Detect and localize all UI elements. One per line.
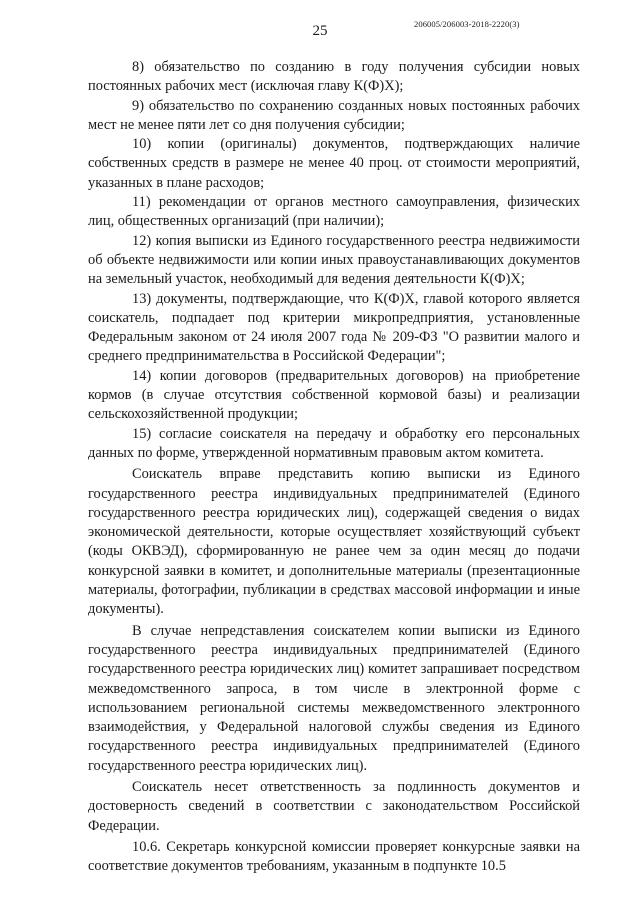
- list-item-10: 10) копии (оригиналы) документов, подтверждающих наличие собственных средств в размере не менее 40 проц. от стоимости мероприятий, указанных в плане расходов;: [88, 136, 580, 191]
- document-code: 206005/206003-2018-2220(3): [414, 19, 520, 29]
- paragraph-responsibility: Соискатель несет ответственность за подлинность документов и достоверность сведений в соответствии с законодательством Российской Федерации.: [88, 778, 580, 834]
- page-number: 25: [312, 23, 328, 39]
- paragraph-optional-extract: Соискатель вправе представить копию выписки из Единого государственного реестра индивидуальных предпринимателей (Единого государственного реестра юридических лиц), содержащей сведения о видах экономической деятельности, которые осуществляет хозяйствующий субъект (коды ОКВЭД), сформированную не ранее чем за один месяц до подачи конкурсной заявки в комитет, и дополнительные материалы (презентационные материалы, фотографии, публикации в средствах массовой информации и иные документы).: [88, 466, 580, 618]
- document-body: [88, 58, 580, 876]
- list-item-11: 11) рекомендации от органов местного самоуправления, физических лиц, общественных организаций (при наличии);: [88, 194, 580, 230]
- list-item-14: 14) копии договоров (предварительных договоров) на приобретение кормов (в случае отсутствия собственной кормовой базы) и реализации сельскохозяйственной продукции;: [88, 367, 580, 423]
- list-item-13: 13) документы, подтверждающие, что К(Ф)Х, главой которого является соискатель, подпадает под критерии микропредприятия, установленные Федеральным законом от 24 июля 2007 года № 209-ФЗ "О развитии малого и среднего предпринимательства в Российской Федерации";: [88, 290, 580, 365]
- list-item-12: 12) копия выписки из Единого государственного реестра недвижимости об объекте недвижимости или копии иных правоустанавливающих документов на земельный участок, необходимый для ведения деятельности К(Ф)Х;: [88, 232, 580, 288]
- list-item-15: 15) согласие соискателя на передачу и обработку его персональных данных по форме, утвержденной нормативным правовым актом комитета.: [88, 425, 580, 461]
- paragraph-10-6: 10.6. Секретарь конкурсной комиссии проверяет конкурсные заявки на соответствие документов требованиям, указанным в подпункте 10.5: [88, 838, 580, 875]
- paragraph-interagency-request: В случае непредставления соискателем копии выписки из Единого государственного реестра индивидуальных предпринимателей (Единого государственного реестра юридических лиц) комитет запрашивает посредством межведомственного запроса, в том числе в электронной форме с использованием региональной системы межведомственного электронного взаимодействия, у Федеральной налоговой службы сведения из Единого государственного реестра индивидуальных предпринимателей (Единого государственного реестра юридических лиц).: [88, 622, 580, 774]
- list-item-9: 9) обязательство по сохранению созданных новых постоянных рабочих мест не менее пяти лет со дня получения субсидии;: [88, 97, 580, 133]
- list-item-8: 8) обязательство по созданию в году получения субсидии новых постоянных рабочих мест (исключая главу К(Ф)Х);: [88, 59, 580, 95]
